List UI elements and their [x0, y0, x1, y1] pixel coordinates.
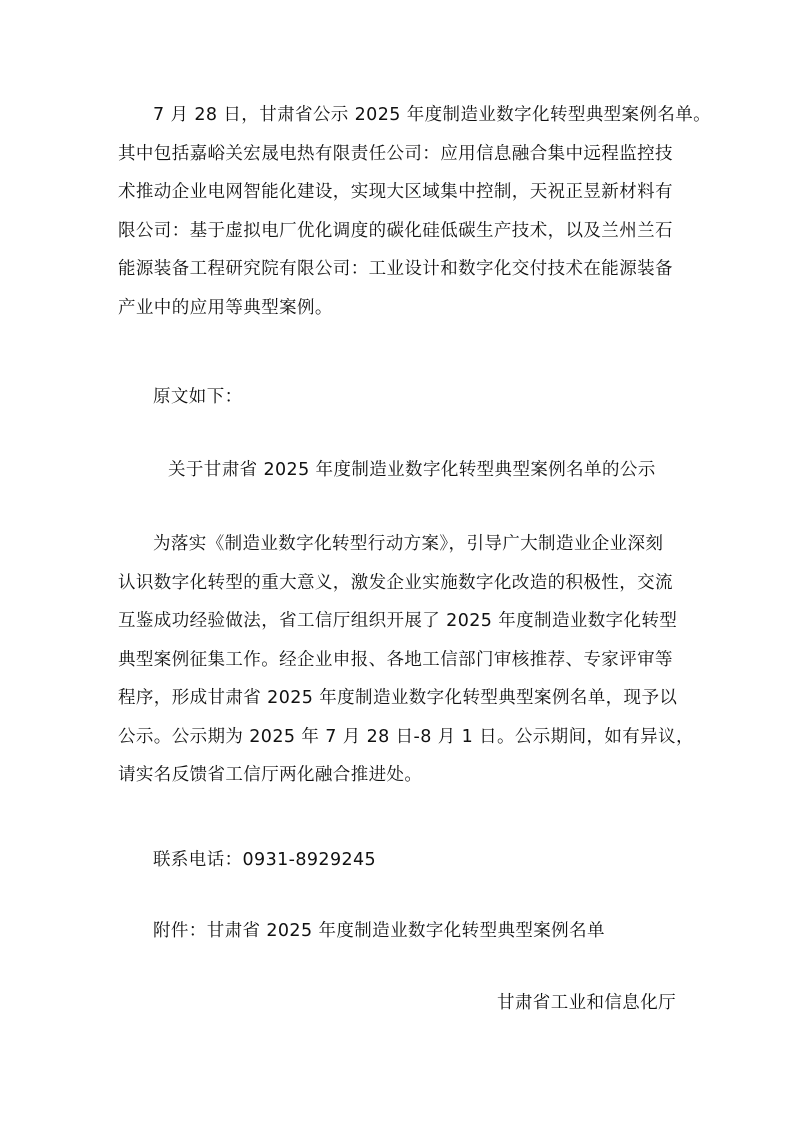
notice-title: 关于甘肃省 2025 年度制造业数字化转型典型案例名单的公示: [168, 460, 656, 480]
attachment-title: 甘肃省 2025 年度制造业数字化转型典型案例名单: [206, 921, 605, 941]
body-line: 公示。公示期为 2025 年 7 月 28 日-8 月 1 日。公示期间，如有异议，: [118, 726, 694, 747]
attachment-label: 附件：: [153, 921, 207, 941]
body-line: 为落实《制造业数字化转型行动方案》，引导广大制造业企业深刻: [153, 534, 664, 554]
intro-line: 产业中的应用等典型案例。: [118, 297, 333, 318]
intro-line: 限公司：基于虚拟电厂优化调度的碳化硅低碳生产技术，以及兰州兰石: [118, 220, 673, 241]
body-line: 请实名反馈省工信厅两化融合推进处。: [118, 765, 423, 785]
intro-line: 其中包括嘉峪关宏晟电热有限责任公司：应用信息融合集中远程监控技: [118, 143, 673, 164]
contact-line: [118, 841, 678, 880]
body-line: 认识数字化转型的重大意义，激发企业实施数字化改造的积极性，交流: [118, 572, 673, 593]
contact-phone: 0931-8929245: [242, 850, 377, 870]
intro-line: 能源装备工程研究院有限公司：工业设计和数字化交付技术在能源装备: [118, 259, 673, 279]
body-line: 典型案例征集工作。经企业申报、各地工信部门审核推荐、专家评审等: [118, 649, 673, 670]
intro-paragraph: [118, 96, 712, 327]
attachment-line: [118, 912, 678, 951]
intro-line: 术推动企业电网智能化建设，实现大区域集中控制，天祝正昱新材料有: [118, 182, 673, 202]
contact-label: 联系电话：: [153, 850, 243, 870]
body-paragraph: [118, 525, 694, 795]
body-line: 程序，形成甘肃省 2025 年度制造业数字化转型典型案例名单，现予以: [118, 688, 678, 708]
body-line: 互鉴成功经验做法，省工信厅组织开展了 2025 年度制造业数字化转型: [118, 611, 678, 631]
intro-line: 7 月 28 日，甘肃省公示 2025 年度制造业数字化转型典型案例名单。: [153, 105, 712, 125]
issuer-signature: 甘肃省工业和信息化厅: [497, 993, 676, 1013]
original-text-label: 原文如下：: [153, 387, 243, 407]
